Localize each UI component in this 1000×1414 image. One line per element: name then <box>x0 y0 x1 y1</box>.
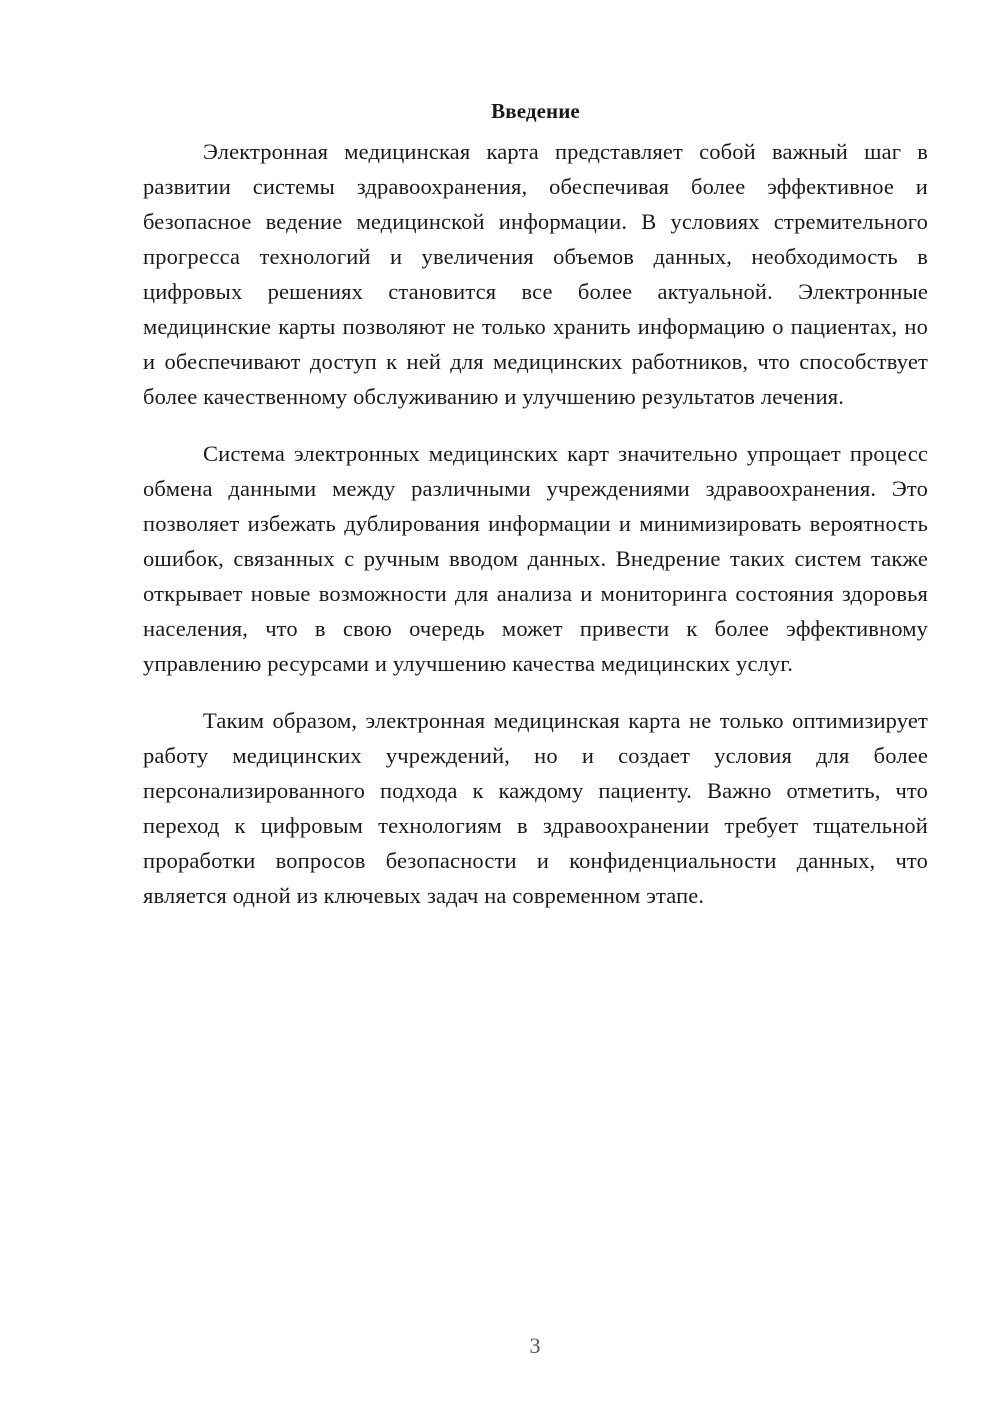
page-content <box>143 96 928 935</box>
section-title: Введение <box>491 99 580 123</box>
paragraph-1: Электронная медицинская карта представляет собой важный шаг в развитии системы здравоохранения, обеспечивая более эффективное и безопасное ведение медицинской информации. В условиях стремительного прогресса технологий и увеличения объемов данных, необходимость в цифровых решениях становится все более актуальной. Электронные медицинские карты позволяют не только хранить информацию о пациентах, но и обеспечивают доступ к ней для медицинских работников, что способствует более качественному обслуживанию и улучшению результатов лечения. <box>143 139 928 409</box>
page-number: 3 <box>529 1333 541 1358</box>
paragraph-2: Система электронных медицинских карт значительно упрощает процесс обмена данными между различными учреждениями здравоохранения. Это позволяет избежать дублирования информации и минимизировать вероятность ошибок, связанных с ручным вводом данных. Внедрение таких систем также открывает новые возможности для анализа и мониторинга состояния здоровья населения, что в свою очередь может привести к более эффективному управлению ресурсами и улучшению качества медицинских услуг. <box>143 441 928 676</box>
paragraph-3: Таким образом, электронная медицинская карта не только оптимизирует работу медицинских учреждений, но и создает условия для более персонализированного подхода к каждому пациенту. Важно отметить, что переход к цифровым технологиям в здравоохранении требует тщательной проработки вопросов безопасности и конфиденциальности данных, что является одной из ключевых задач на современном этапе. <box>143 708 928 908</box>
